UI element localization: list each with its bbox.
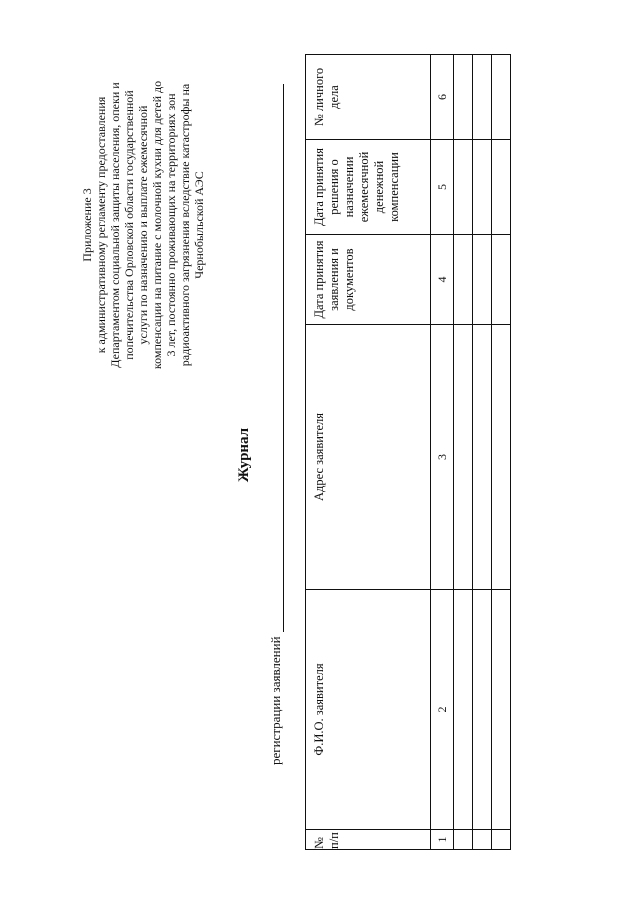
table-cell[interactable] xyxy=(454,590,473,830)
table-cell[interactable] xyxy=(473,325,492,590)
column-number: 6 xyxy=(431,55,454,140)
table-cell[interactable] xyxy=(473,235,492,325)
column-header-application-date: Дата принятия заявления и документов xyxy=(306,235,431,325)
table-cell[interactable] xyxy=(473,830,492,850)
header-line: Чернобыльской АЭС xyxy=(192,171,206,279)
column-header-decision-date: Дата принятия решения о назначении ежемесячной денежной компенсации xyxy=(306,140,431,235)
table-cell[interactable] xyxy=(454,325,473,590)
table-cell[interactable] xyxy=(473,140,492,235)
registration-label: регистрации заявлений xyxy=(268,636,283,765)
column-number: 5 xyxy=(431,140,454,235)
table-header-row xyxy=(306,55,431,850)
column-header-address: Адрес заявителя xyxy=(306,325,431,590)
header-line: радиоактивного загрязнения вследствие катастрофы на xyxy=(178,83,192,367)
table-cell[interactable] xyxy=(454,830,473,850)
header-line: услуги по назначению и выплате ежемесячной xyxy=(136,105,150,345)
table-cell[interactable] xyxy=(492,830,511,850)
table-row xyxy=(492,55,511,850)
column-numbers-row xyxy=(431,55,454,850)
table-cell[interactable] xyxy=(473,55,492,140)
header-line: к административному регламенту предоставления xyxy=(94,96,108,354)
registration-line xyxy=(268,84,284,765)
column-header-name: Ф.И.О. заявителя xyxy=(306,590,431,830)
column-number: 4 xyxy=(431,235,454,325)
table-row xyxy=(473,55,492,850)
table-cell[interactable] xyxy=(454,235,473,325)
column-number: 3 xyxy=(431,325,454,590)
column-number: 2 xyxy=(431,590,454,830)
table-cell[interactable] xyxy=(454,140,473,235)
appendix-header xyxy=(80,60,206,390)
table-cell[interactable] xyxy=(473,590,492,830)
document-title: Журнал xyxy=(236,427,252,483)
table-cell[interactable] xyxy=(492,590,511,830)
column-header-number: № п/п xyxy=(306,830,431,850)
header-line: Приложение 3 xyxy=(80,188,94,262)
column-header-case-number: № личного дела xyxy=(306,55,431,140)
header-line: Департаментом социальной защиты населения, опеки и xyxy=(108,82,122,368)
table-cell[interactable] xyxy=(454,55,473,140)
header-line: попечительства Орловской области государственной xyxy=(122,90,136,360)
table-row xyxy=(454,55,473,850)
table-cell[interactable] xyxy=(492,235,511,325)
table-cell[interactable] xyxy=(492,325,511,590)
header-line: компенсации на питание с молочной кухни для детей до xyxy=(150,80,164,370)
journal-table xyxy=(305,54,511,850)
fill-in-line[interactable] xyxy=(271,84,284,632)
column-number: 1 xyxy=(431,830,454,850)
table-cell[interactable] xyxy=(492,55,511,140)
table-cell[interactable] xyxy=(492,140,511,235)
header-line: 3 лет, постоянно проживающих на территориях зон xyxy=(164,93,178,357)
